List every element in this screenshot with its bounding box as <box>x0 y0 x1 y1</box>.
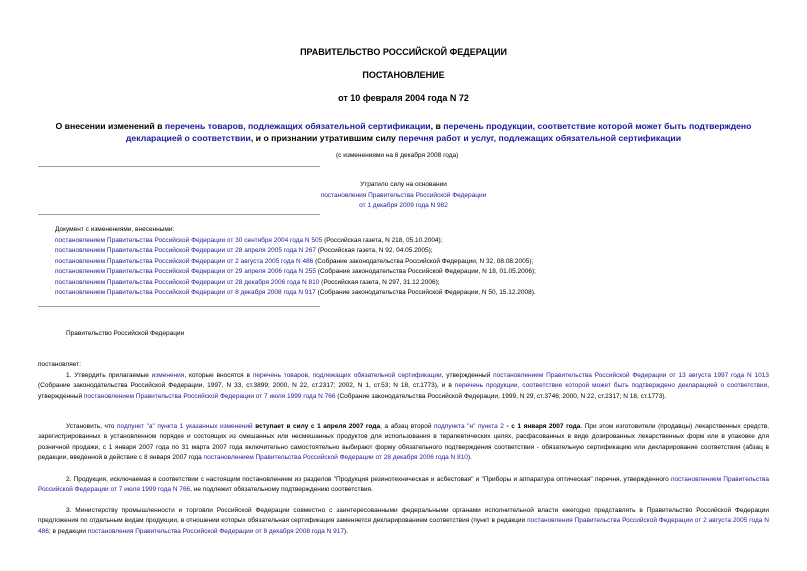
link-resolution-486[interactable]: постановления Правительства Российской Федерации от 2 августа 2005 года N 486 <box>38 517 770 535</box>
resolves: постановляет: <box>38 361 81 368</box>
paragraph-2: 2. Продукция, исключаемая в соответствии с настоящим постановлением из разделов "Продукция резинотехническая и асбестовая" и "Приборы и аппаратура оптическая" перечня, утвержденного постановлением Правительства Российской Федерации от 7 июля 1999 года N 766, не подлежит обязательному подтверждению соответствия. <box>38 476 769 494</box>
change-link[interactable]: постановлением Правительства Российской Федерации от 28 апреля 2005 года N 267 <box>55 247 316 254</box>
document-type: ПОСТАНОВЛЕНИЕ <box>362 70 445 80</box>
link-resolution-917[interactable]: постановления Правительства Российской Федерации от 8 декабря 2008 года N 917 <box>87 527 345 535</box>
changes-list <box>55 225 785 299</box>
changes-heading: Документ с изменениями, внесенными: <box>55 226 175 233</box>
paragraph-3: 3. Министерству промышленности и торговли Российской Федерации совместно с заинтересованными федеральными органами исполнительной власти ежегодно представлять в Правительство Российской Федерации предложения по отдельным видам продукции, в отношении которых обязательная сертификация заменяется декларированием соответствия (пункт в редакции постановления Правительства Российской Федерации от 2 августа 2005 года N 486; в редакции постановления Правительства Российской Федерации от 8 декабря 2008 года N 917). <box>38 507 770 535</box>
link-declaration-list[interactable]: перечень продукции, соответствие которой может быть подтверждено декларацией о соответствии <box>454 382 768 390</box>
change-link[interactable]: постановлением Правительства Российской Федерации от 30 сентября 2004 года N 505 <box>55 236 323 244</box>
change-item: постановлением Правительства Российской Федерации от 2 августа 2005 года N 486 (Собрание законодательства Российской Федерации, N 32, 08.08.2005); <box>55 257 534 265</box>
divider <box>38 306 320 307</box>
change-item: постановлением Правительства Российской Федерации от 8 декабря 2008 года N 917 (Собрание законодательства Российской Федерации, N 50, 15.12.2008). <box>55 289 536 296</box>
expired-notice: Утратило силу на основании постановления Правительства Российской Федерации от 1 декабря 2009 года N 982 <box>316 180 491 212</box>
change-link[interactable]: постановлением Правительства Российской Федерации от 28 декабря 2006 года N 810 <box>55 278 320 286</box>
change-item: постановлением Правительства Российской Федерации от 28 апреля 2005 года N 267 (Российская газета, N 92, 04.05.2005); <box>55 247 433 254</box>
divider <box>38 166 320 167</box>
paragraph-1: 1. Утвердить прилагаемые изменения, которые вносятся в перечень товаров, подлежащих обязательной сертификации, утвержденный постановлением Правительства Российской Федерации от 13 августа 1997 года N 1013 (Собрание законодательства Российской Федерации, 1997, N 33, ст.3899; 2000, N 22, ст.2317; 2002, N 1, ст.53; N 18, ст.1773), и в перечень продукции, соответствие которой может быть подтверждено декларацией о соответствии, утвержденный постановлением Правительства Российской Федерации от 7 июля 1999 года N 766 (Собрание законодательства Российской Федерации, 1999, N 29, ст.3746; 2000, N 22, ст.2317; N 18, ст.1773). <box>38 372 769 400</box>
change-item: постановлением Правительства Российской Федерации от 28 декабря 2006 года N 810 (Российская газета, N 297, 31.12.2006); <box>55 278 440 286</box>
expired-link[interactable]: постановления Правительства Российской Федерации от 1 декабря 2009 года N 982 <box>320 191 487 209</box>
link-resolution-766[interactable]: постановлением Правительства Российской Федерации от 7 июля 1999 года N 766 <box>38 476 769 494</box>
link-changes[interactable]: изменения <box>151 372 185 379</box>
change-link[interactable]: постановлением Правительства Российской Федерации от 2 августа 2005 года N 486 <box>55 257 314 265</box>
link-resolution-810[interactable]: постановлением Правительства Российской Федерации от 28 декабря 2006 года N 810 <box>203 453 468 461</box>
government-heading: ПРАВИТЕЛЬСТВО РОССИЙСКОЙ ФЕДЕРАЦИИ <box>300 47 507 57</box>
title-link-goods-list[interactable]: перечень товаров, подлежащих обязательной сертификации <box>164 121 431 131</box>
link-subparagraph-n[interactable]: подпункта "н" пункта 2 <box>434 423 504 430</box>
title-link-services-list[interactable]: перечня работ и услуг, подлежащих обязательной сертификации <box>398 132 682 143</box>
change-link[interactable]: постановлением Правительства Российской Федерации от 29 апреля 2006 года N 255 <box>55 268 316 275</box>
paragraph-establish: Установить, что подпункт "а" пункта 1 указанных изменений вступает в силу с 1 апреля 2007 года, а абзац второй подпункта "н" пункта 2 - с 1 января 2007 года. При этом изготовители (продавцы) лекарственных средств, зарегистрированных в установленном порядке и состоящих из смешанных или несмешанных продуктов для использования в терапевтических целях, расфасованных в виде дозированных лекарственных форм или в упаковке для розничной продажи, с 1 января 2007 года по 31 марта 2007 года включительно самостоятельно выбирают форму обязательного подтверждения соответствия - обязательную сертификацию или декларирование соответствия (абзац в редакции, введенной в действие с 8 января 2007 года постановлением Правительства Российской Федерации от 28 декабря 2006 года N 810). <box>38 423 769 461</box>
preamble: Правительство Российской Федерации <box>66 330 185 337</box>
link-resolution-1013[interactable]: постановлением Правительства Российской Федерации от 13 августа 1997 года N 1013 <box>493 372 769 379</box>
link-resolution-766[interactable]: постановлением Правительства Российской Федерации от 7 июля 1999 года N 766 <box>83 392 336 400</box>
document-title: О внесении изменений в перечень товаров, подлежащих обязательной сертификации, в перечень продукции, соответствие которой может быть подтверждено декларацией о соответствии, и о признании утратившим силу перечня работ и услуг, подлежащих обязательной сертификации <box>55 121 752 143</box>
document-date-number: от 10 февраля 2004 года N 72 <box>338 93 469 103</box>
link-goods-list[interactable]: перечень товаров, подлежащих обязательной сертификации <box>252 372 442 379</box>
change-link[interactable]: постановлением Правительства Российской Федерации от 8 декабря 2008 года N 917 <box>55 289 316 296</box>
link-subparagraph-a[interactable]: подпункт "а" пункта 1 указанных изменений <box>116 423 253 430</box>
amended-note: (с изменениями на 8 декабря 2008 года) <box>336 152 459 159</box>
change-item: постановлением Правительства Российской Федерации от 30 сентября 2004 года N 505 (Российская газета, N 218, 05.10.2004); <box>55 236 443 244</box>
change-item: постановлением Правительства Российской Федерации от 29 апреля 2006 года N 255 (Собрание законодательства Российской Федерации, N 18, 01.05.2006); <box>55 268 536 275</box>
title-link-declaration-list[interactable]: перечень продукции, соответствие которой может быть подтверждено декларацией о соответствии <box>125 121 752 143</box>
divider <box>38 214 320 215</box>
